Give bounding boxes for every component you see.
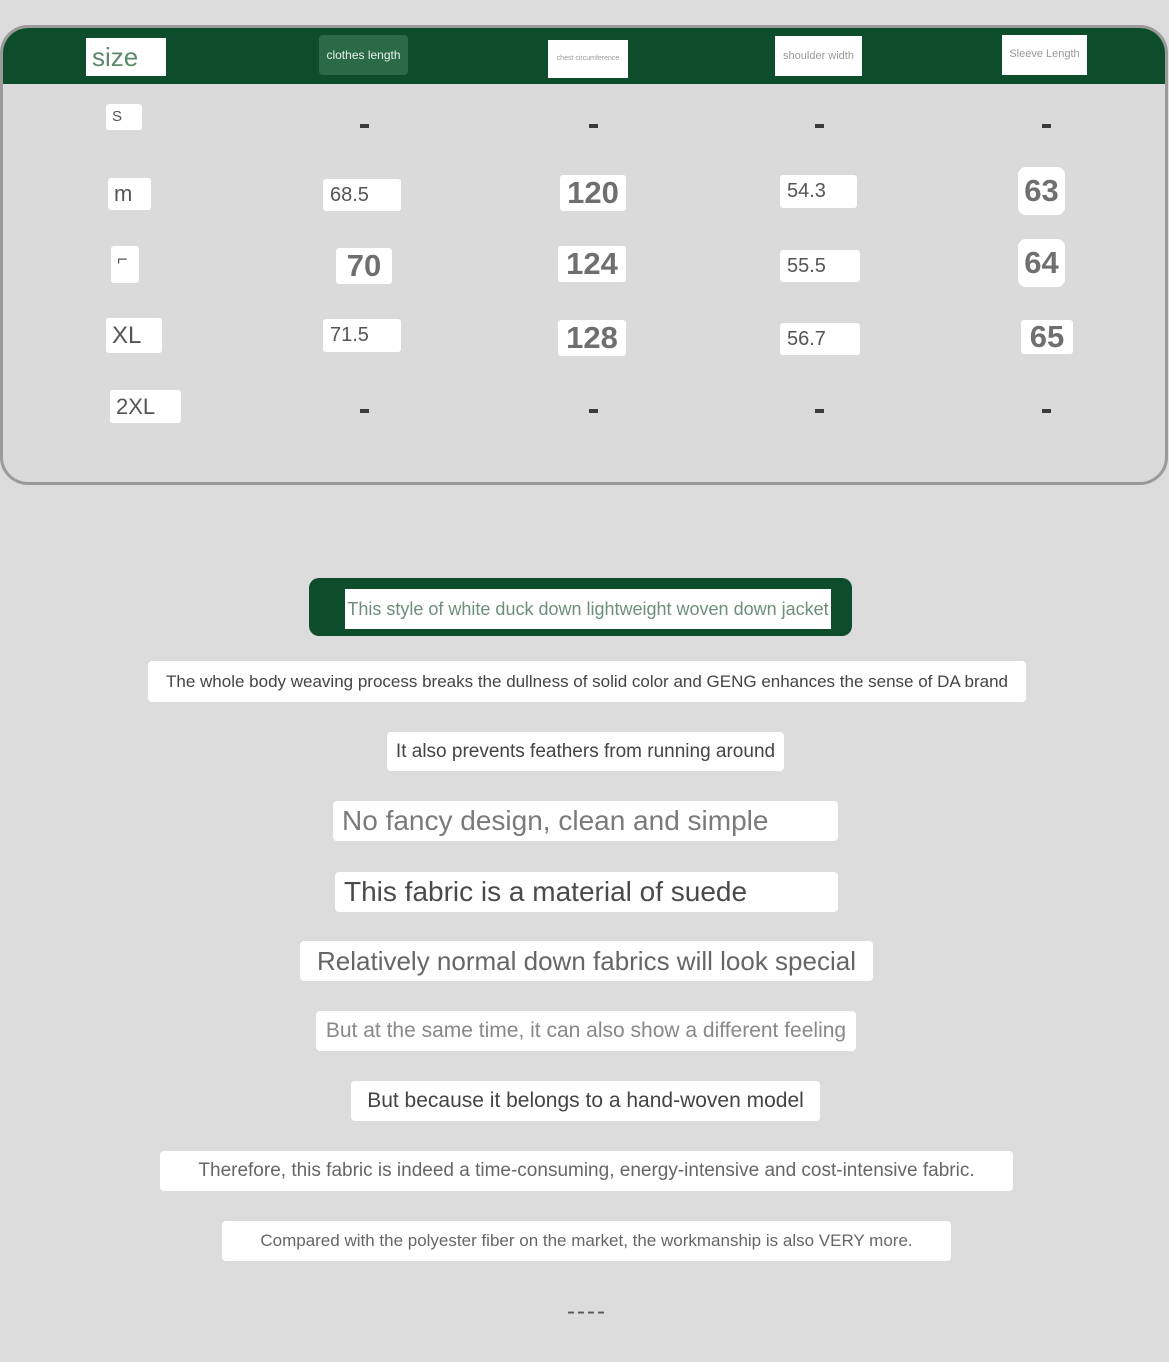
clothes-length-value: 68.5 bbox=[323, 179, 401, 211]
header-chest-circumference: chest circumference bbox=[548, 40, 628, 78]
header-clothes-length: clothes length bbox=[319, 35, 408, 75]
header-shoulder-width: shoulder width bbox=[775, 36, 862, 76]
size-label: 2XL bbox=[110, 390, 181, 423]
description-line: It also prevents feathers from running around bbox=[387, 732, 784, 771]
empty-dash bbox=[815, 409, 824, 413]
description-line: But at the same time, it can also show a different feeling bbox=[316, 1011, 856, 1051]
empty-dash bbox=[815, 124, 824, 128]
size-label: XL bbox=[106, 318, 162, 353]
empty-dash bbox=[1042, 409, 1051, 413]
sleeve-length-value: 63 bbox=[1018, 167, 1065, 215]
clothes-length-value: 70 bbox=[336, 248, 392, 284]
chest-value: 128 bbox=[558, 320, 626, 356]
size-label: m bbox=[108, 178, 151, 210]
chest-value: 124 bbox=[558, 246, 626, 282]
clothes-length-value: 71.5 bbox=[323, 319, 401, 352]
header-size: size bbox=[86, 38, 166, 76]
empty-dash bbox=[360, 409, 369, 413]
shoulder-width-value: 56.7 bbox=[780, 323, 860, 355]
sleeve-length-value: 65 bbox=[1021, 320, 1073, 354]
description-line: No fancy design, clean and simple bbox=[333, 801, 838, 841]
chest-value: 120 bbox=[560, 175, 626, 211]
empty-dash bbox=[1042, 124, 1051, 128]
shoulder-width-value: 54.3 bbox=[780, 175, 857, 208]
empty-dash bbox=[589, 409, 598, 413]
header-sleeve-length: Sleeve Length bbox=[1002, 35, 1087, 75]
description-line: The whole body weaving process breaks the dullness of solid color and GENG enhances the sense of DA brand bbox=[148, 661, 1026, 702]
empty-dash bbox=[589, 124, 598, 128]
size-label: S bbox=[106, 104, 142, 130]
size-chart-panel bbox=[0, 25, 1168, 485]
description-line: Relatively normal down fabrics will look special bbox=[300, 941, 873, 981]
shoulder-width-value: 55.5 bbox=[780, 250, 860, 282]
description-line: This fabric is a material of suede bbox=[335, 872, 838, 912]
description-title: This style of white duck down lightweight woven down jacket bbox=[345, 589, 831, 629]
description-line: But because it belongs to a hand-woven model bbox=[351, 1081, 820, 1121]
sleeve-length-value: 64 bbox=[1018, 239, 1065, 287]
description-title-band bbox=[309, 578, 852, 636]
closing-dashes: ---- bbox=[567, 1298, 607, 1325]
description-line: Compared with the polyester fiber on the market, the workmanship is also VERY more. bbox=[222, 1221, 951, 1261]
size-label: ⌐ bbox=[111, 246, 139, 283]
empty-dash bbox=[360, 124, 369, 128]
description-line: Therefore, this fabric is indeed a time-consuming, energy-intensive and cost-intensive fabric. bbox=[160, 1151, 1013, 1191]
